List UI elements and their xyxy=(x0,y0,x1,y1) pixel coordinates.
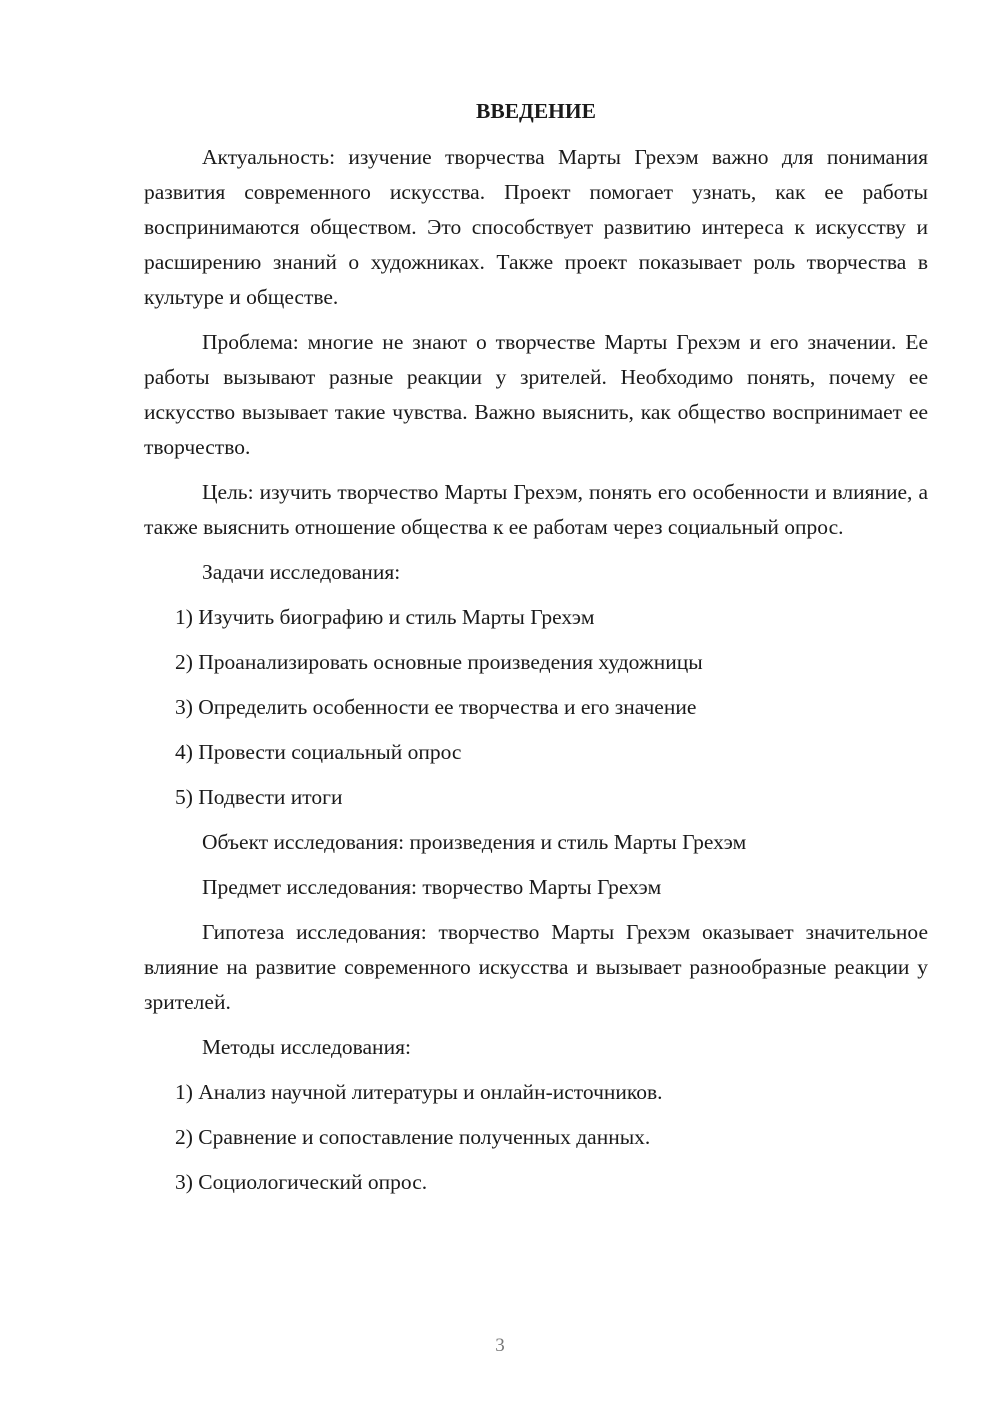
task-item: 2) Проанализировать основные произведения художницы xyxy=(175,650,703,674)
method-item: 1) Анализ научной литературы и онлайн-источников. xyxy=(175,1080,663,1104)
task-item: 5) Подвести итоги xyxy=(175,785,343,809)
goal-paragraph: Цель: изучить творчество Марты Грехэм, понять его особенности и влияние, а также выяснить отношение общества к ее работам через социальный опрос. xyxy=(144,480,928,539)
method-item: 3) Социологический опрос. xyxy=(175,1170,428,1194)
problem-paragraph: Проблема: многие не знают о творчестве Марты Грехэм и его значении. Ее работы вызывают разные реакции у зрителей. Необходимо понять, почему ее искусство вызывает такие чувства. Важно выяснить, как общество воспринимает ее творчество. xyxy=(144,330,928,459)
section-heading: ВВЕДЕНИЕ xyxy=(476,99,596,123)
hypothesis-paragraph: Гипотеза исследования: творчество Марты Грехэм оказывает значительное влияние на развитие современного искусства и вызывает разнообразные реакции у зрителей. xyxy=(144,920,928,1014)
tasks-title: Задачи исследования: xyxy=(202,560,401,584)
task-item: 4) Провести социальный опрос xyxy=(175,740,462,764)
methods-title: Методы исследования: xyxy=(202,1035,411,1059)
task-item: 1) Изучить биографию и стиль Марты Грехэм xyxy=(175,605,595,629)
method-item: 2) Сравнение и сопоставление полученных данных. xyxy=(175,1125,651,1149)
research-object: Объект исследования: произведения и стиль Марты Грехэм xyxy=(202,830,747,854)
research-subject: Предмет исследования: творчество Марты Грехэм xyxy=(202,875,662,899)
page-number: 3 xyxy=(495,1335,505,1356)
document-page xyxy=(144,96,928,1210)
task-item: 3) Определить особенности ее творчества и его значение xyxy=(175,695,697,719)
relevance-paragraph: Актуальность: изучение творчества Марты Грехэм важно для понимания развития современного искусства. Проект помогает узнать, как ее работы воспринимаются обществом. Это способствует развитию интереса к искусству и расширению знаний о художниках. Также проект показывает роль творчества в культуре и обществе. xyxy=(144,145,928,309)
